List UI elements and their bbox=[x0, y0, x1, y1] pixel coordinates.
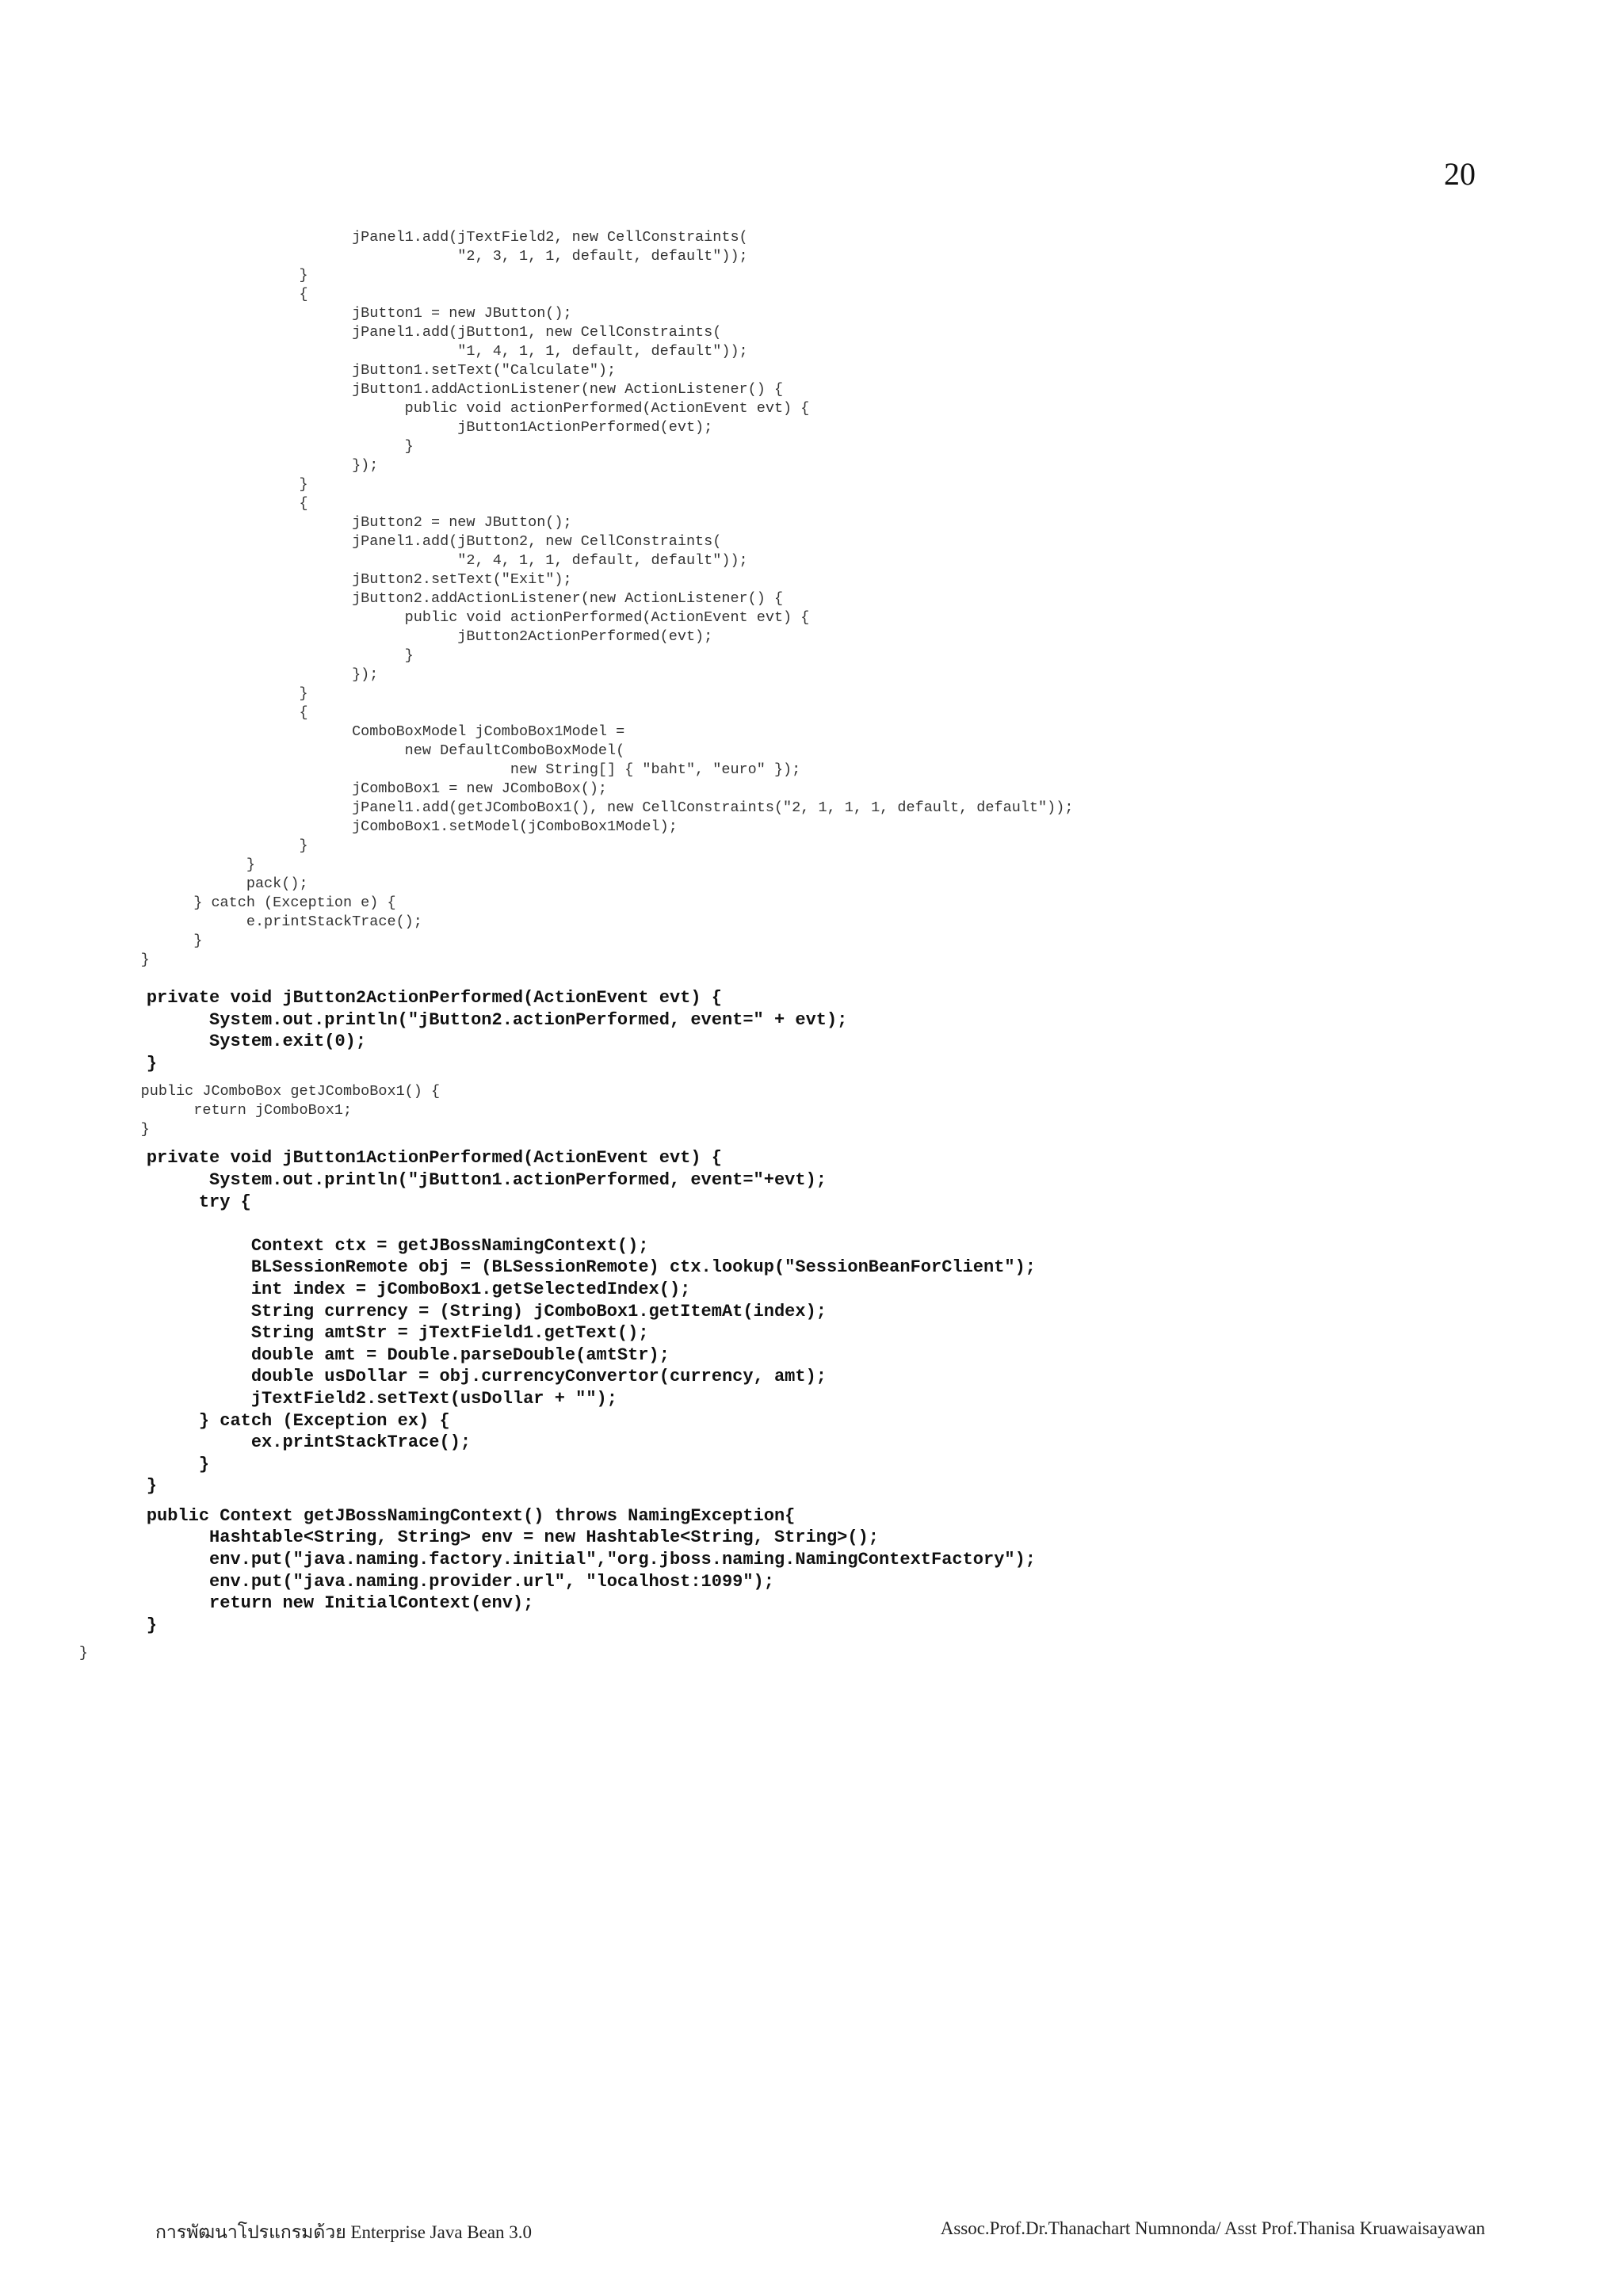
code-line: }); bbox=[0, 666, 379, 683]
code-line: public Context getJBossNamingContext() throws NamingException{ bbox=[0, 1505, 796, 1526]
code-line: } bbox=[0, 952, 150, 968]
code-line: jButton2ActionPerformed(evt); bbox=[0, 628, 713, 645]
code-line: "2, 4, 1, 1, default, default")); bbox=[0, 552, 748, 569]
page-number: 20 bbox=[1444, 156, 1476, 192]
code-line: } bbox=[0, 837, 308, 854]
code-line bbox=[0, 1074, 1073, 1082]
code-line: jComboBox1.setModel(jComboBox1Model); bbox=[0, 818, 678, 835]
code-line: jComboBox1 = new JComboBox(); bbox=[0, 780, 608, 797]
code-line: { bbox=[0, 704, 308, 721]
code-line: return new InitialContext(env); bbox=[0, 1593, 534, 1614]
code-line: } bbox=[0, 1476, 158, 1497]
code-line: jPanel1.add(jButton2, new CellConstraints( bbox=[0, 533, 722, 550]
code-line: jButton2.setText("Exit"); bbox=[0, 571, 572, 588]
code-line: pack(); bbox=[0, 875, 308, 892]
code-line bbox=[0, 1139, 1073, 1147]
code-line: public JComboBox getJComboBox1() { bbox=[0, 1083, 441, 1100]
code-line: private void jButton1ActionPerformed(ActionEvent evt) { bbox=[0, 1148, 722, 1169]
footer-course-title: การพัฒนาโปรแกรมด้วย Enterprise Java Bean 3.0 bbox=[155, 2222, 533, 2242]
code-line: e.printStackTrace(); bbox=[0, 913, 422, 930]
code-line: String amtStr = jTextField1.getText(); bbox=[0, 1323, 649, 1344]
code-line: new DefaultComboBoxModel( bbox=[0, 742, 625, 759]
code-listing bbox=[0, 228, 1073, 1663]
code-line: } bbox=[0, 1121, 150, 1138]
code-line: } bbox=[0, 1615, 158, 1635]
code-line: jButton1 = new JButton(); bbox=[0, 305, 572, 322]
code-line: } bbox=[0, 856, 255, 873]
code-line: System.out.println("jButton2.actionPerformed, event=" + evt); bbox=[0, 1009, 848, 1030]
code-line bbox=[0, 1497, 1073, 1505]
code-line: } bbox=[0, 1454, 210, 1474]
code-line: String currency = (String) jComboBox1.getItemAt(index); bbox=[0, 1301, 827, 1322]
code-line: double usDollar = obj.currencyConvertor(currency, amt); bbox=[0, 1367, 827, 1387]
code-line: } bbox=[0, 1053, 158, 1074]
code-line: env.put("java.naming.factory.initial","org.jboss.naming.NamingContextFactory"); bbox=[0, 1550, 1037, 1570]
code-line: jButton2 = new JButton(); bbox=[0, 514, 572, 531]
code-line: jPanel1.add(getJComboBox1(), new CellConstraints("2, 1, 1, 1, default, default")); bbox=[0, 799, 1074, 816]
code-line: } bbox=[0, 685, 308, 702]
code-line bbox=[0, 1636, 1073, 1644]
code-line: Context ctx = getJBossNamingContext(); bbox=[0, 1235, 649, 1256]
code-line: { bbox=[0, 495, 308, 512]
code-line: private void jButton2ActionPerformed(ActionEvent evt) { bbox=[0, 988, 722, 1008]
code-line: ComboBoxModel jComboBox1Model = bbox=[0, 723, 625, 740]
code-line: new String[] { "baht", "euro" }); bbox=[0, 761, 801, 778]
code-line: jButton1.setText("Calculate"); bbox=[0, 362, 617, 379]
code-line: } bbox=[0, 476, 308, 493]
code-line: } catch (Exception ex) { bbox=[0, 1410, 450, 1431]
code-line: jButton1ActionPerformed(evt); bbox=[0, 419, 713, 436]
code-line: jPanel1.add(jTextField2, new CellConstraints( bbox=[0, 229, 748, 246]
code-line: } bbox=[0, 267, 308, 284]
code-line: } bbox=[0, 647, 414, 664]
code-line: try { bbox=[0, 1192, 251, 1212]
code-line: Hashtable<String, String> env = new Hashtable<String, String>(); bbox=[0, 1527, 879, 1548]
code-line: } bbox=[0, 933, 203, 949]
code-line bbox=[0, 970, 1073, 987]
code-line: jTextField2.setText(usDollar + ""); bbox=[0, 1388, 617, 1409]
code-line: System.out.println("jButton1.actionPerformed, event="+evt); bbox=[0, 1169, 827, 1190]
code-line: ex.printStackTrace(); bbox=[0, 1432, 472, 1453]
footer-authors: Assoc.Prof.Dr.Thanachart Numnonda/ Asst Prof.Thanisa Kruawaisayawan bbox=[940, 2218, 1485, 2238]
code-line: public void actionPerformed(ActionEvent evt) { bbox=[0, 609, 810, 626]
code-line: int index = jComboBox1.getSelectedIndex(); bbox=[0, 1279, 691, 1299]
code-line: "2, 3, 1, 1, default, default")); bbox=[0, 248, 748, 265]
code-line: } bbox=[0, 438, 414, 455]
code-line: BLSessionRemote obj = (BLSessionRemote) ctx.lookup("SessionBeanForClient"); bbox=[0, 1257, 1037, 1278]
code-line: { bbox=[0, 286, 308, 303]
code-line: } catch (Exception e) { bbox=[0, 894, 396, 911]
code-line: jButton2.addActionListener(new ActionListener() { bbox=[0, 590, 784, 607]
code-line: public void actionPerformed(ActionEvent evt) { bbox=[0, 400, 810, 417]
code-line: System.exit(0); bbox=[0, 1032, 367, 1052]
code-line: "1, 4, 1, 1, default, default")); bbox=[0, 343, 748, 360]
code-line: env.put("java.naming.provider.url", "localhost:1099"); bbox=[0, 1571, 774, 1592]
code-line bbox=[0, 1213, 1073, 1235]
code-line: }); bbox=[0, 457, 379, 474]
code-line: } bbox=[0, 1645, 89, 1662]
code-line: double amt = Double.parseDouble(amtStr); bbox=[0, 1344, 670, 1365]
code-line: jPanel1.add(jButton1, new CellConstraints( bbox=[0, 324, 722, 341]
code-line: return jComboBox1; bbox=[0, 1102, 353, 1119]
code-line: jButton1.addActionListener(new ActionListener() { bbox=[0, 381, 784, 398]
